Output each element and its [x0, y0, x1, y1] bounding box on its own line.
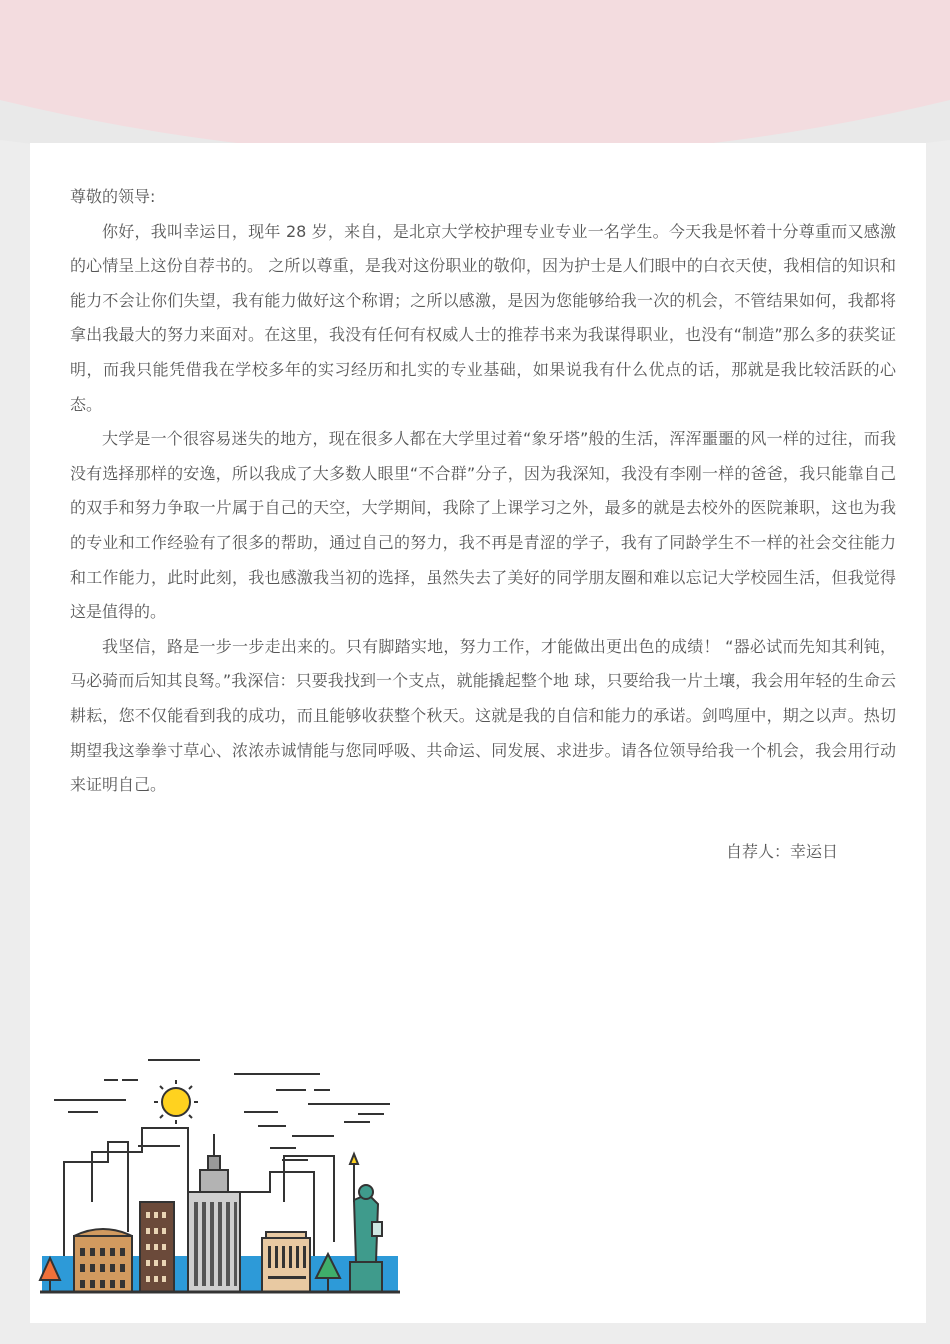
letter-paragraph-2: 大学是一个很容易迷失的地方，现在很多人都在大学里过着“象牙塔”般的生活，浑浑噩噩的风一样的过往，而我没有选择那样的安逸，所以我成了大多数人眼里“不合群”分子，因为我深知，我没有李刚一样的爸爸，我只能靠自己的双手和努力争取一片属于自己的天空，大学期间，我除了上课学习之外，最多的就是去校外的医院兼职，这也为我的专业和工作经验有了很多的帮助，通过自己的努力，我不再是青涩的学子，我有了同龄学生不一样的社会交往能力和工作能力，此时此刻，我也感激我当初的选择，虽然失去了美好的同学朋友圈和难以忘记大学校园生活，但我觉得这是值得的。 — [70, 429, 896, 622]
beige-building — [262, 1232, 310, 1292]
skyscraper-spire — [188, 1134, 240, 1292]
letter-salutation: 尊敬的领导: — [70, 187, 156, 206]
statue-of-liberty-icon — [350, 1154, 382, 1292]
brown-building-left — [74, 1229, 132, 1292]
letter-paragraph-1: 你好，我叫幸运日，现年 28 岁，来自，是北京大学校护理专业专业一名学生。今天我是怀着十分尊重而又感激的心情呈上这份自荐书的。 之所以尊重，是我对这份职业的敬仰，因为护士是人们眼中的白衣天使，我相信的知识和能力不会让你们失望，我有能力做好这个称谓；之所以感激，是因为您能够给我一次的机会，不管结果如何，我都将拿出我最大的努力来面对。在这里，我没有任何有权威人士的推荐书来为我谋得职业，也没有“制造”那么多的获奖证明，而我只能凭借我在学校多年的实习经历和扎实的专业基础，如果说我有什么优点的话，那就是我比较活跃的心态。 — [70, 221, 896, 414]
sun-icon — [154, 1080, 198, 1124]
letter-paragraph-3: 我坚信，路是一步一步走出来的。只有脚踏实地，努力工作，才能做出更出色的成绩！ “器必试而先知其利钝，马必骑而后知其良驽。”我深信：只要我找到一个支点，就能撬起整个地 球，只要给我一片土壤，我会用年轻的生命云耕耘，您不仅能看到我的成功，而且能够收获整个秋天。这就是我的自信和能力的承诺。剑鸣厘中，期之以声。热切期望我这拳拳寸草心、浓浓赤诚情能与您同呼吸、共命运、同发展、求进步。请各位领导给我一个机会，我会用行动来证明自己。 — [70, 636, 896, 795]
letter-body — [70, 180, 896, 803]
city-skyline-illustration — [38, 1052, 404, 1300]
dark-tower — [140, 1202, 174, 1292]
letter-signature: 自荐人：幸运日 — [726, 842, 839, 861]
